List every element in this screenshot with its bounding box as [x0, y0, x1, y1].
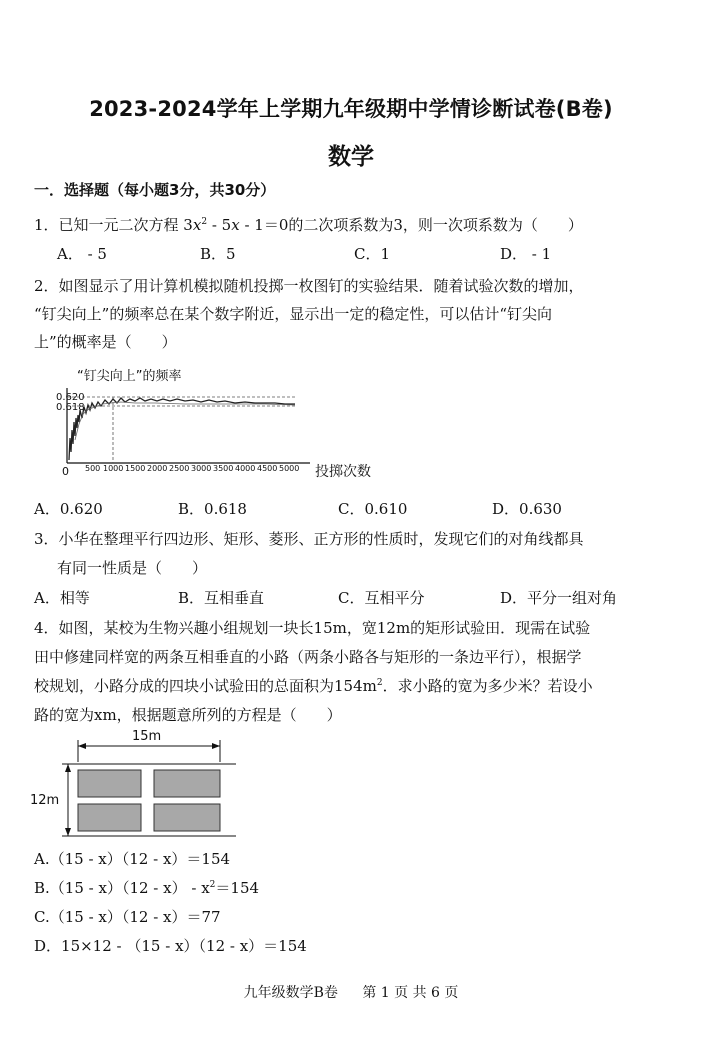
- plot-bottom-right: [154, 804, 220, 831]
- chart-xtick-4500: 4500: [257, 464, 278, 473]
- q2-stem-line-2: “钉尖向上”的频率总在某个数字附近，显示出一定的稳定性，可以估计“钉尖向: [34, 305, 553, 323]
- chart-xtick-0: 0: [62, 465, 69, 478]
- q1-option-d: D． - 1: [500, 245, 552, 263]
- q2-option-b: B．0.618: [178, 500, 247, 518]
- q3-stem-line-1: 3．小华在整理平行四边形、矩形、菱形、正方形的性质时，发现它们的对角线都具: [34, 530, 584, 548]
- q3-option-d: D．平分一组对角: [500, 589, 618, 607]
- chart-xtick-5000: 5000: [279, 464, 300, 473]
- field-diagram: [28, 726, 243, 842]
- q2-option-d: D．0.630: [492, 500, 562, 518]
- q1-stem: 1．已知一元二次方程 $3x^2 - 5x - 1=0$的二次项系数为3，则一次项系数为（ ）: [34, 216, 583, 234]
- q2-option-a: A．0.620: [34, 500, 103, 518]
- q3-option-c: C．互相平分: [338, 589, 425, 607]
- chart-xtick-3500: 3500: [213, 464, 234, 473]
- q2-stem-line-3: 上”的概率是（ ）: [34, 333, 177, 351]
- plot-bottom-left: [78, 804, 141, 831]
- footer-page-number: 第 1 页 共 6 页: [362, 985, 459, 1001]
- footer-exam-name: 九年级数学B卷: [243, 985, 338, 1001]
- chart-ylabel: “钉尖向上”的频率: [77, 369, 182, 384]
- q3-option-a: A．相等: [34, 589, 90, 607]
- chart-xtick-500: 500: [85, 464, 101, 473]
- q1-option-b: B．5: [200, 245, 236, 263]
- q4-stem-line-3: 校规划，小路分成的四块小试验田的总面积为$154m^2$．求小路的宽为多少米？若设小: [34, 677, 593, 695]
- chart-ytick-0620: 0.620: [56, 392, 85, 403]
- q1-option-c: C．1: [354, 245, 391, 263]
- plot-top-left: [78, 770, 141, 797]
- exam-title: 2023-2024学年上学期九年级期中学情诊断试卷(B卷): [89, 97, 613, 121]
- chart-xtick-2000: 2000: [147, 464, 168, 473]
- chart-xtick-4000: 4000: [235, 464, 256, 473]
- q2-stem-line-1: 2．如图显示了用计算机模拟随机投掷一枚图钉的实验结果．随着试验次数的增加，: [34, 277, 584, 295]
- subject-title: 数学: [328, 144, 374, 170]
- chart-xtick-3000: 3000: [191, 464, 212, 473]
- q4-stem-line-2: 田中修建同样宽的两条互相垂直的小路（两条小路各与矩形的一条边平行），根据学: [34, 648, 582, 666]
- q4-option-c: C.（15 - x）（12 - x）＝77: [34, 908, 221, 926]
- chart-xtick-1500: 1500: [125, 464, 146, 473]
- diagram-width-label: 15m: [132, 729, 162, 744]
- q1-option-a: A． - 5: [57, 245, 107, 263]
- diagram-height-label: 12m: [30, 793, 60, 808]
- chart-xtick-1000: 1000: [103, 464, 124, 473]
- q3-option-b: B．互相垂直: [178, 589, 265, 607]
- q4-stem-line-1: 4．如图，某校为生物兴趣小组规划一块长15m，宽12m的矩形试验田．现需在试验: [34, 619, 591, 637]
- chart-frequency-curve: [69, 398, 295, 460]
- section-heading: 一．选择题（每小题3分，共30分）: [34, 181, 276, 199]
- page-footer: [0, 982, 702, 1002]
- q4-option-b: $B.(15 - x)(12 - x) - x^2=154$: [34, 879, 260, 897]
- q4-stem-line-4: 路的宽为xm，根据题意所列的方程是（ ）: [34, 706, 342, 724]
- chart-xtick-2500: 2500: [169, 464, 190, 473]
- chart-xlabel: 投掷次数: [315, 464, 371, 480]
- q4-option-a: A.（15 - x）（12 - x）＝154: [34, 850, 231, 868]
- plot-top-right: [154, 770, 220, 797]
- chart-frequency-curve-shadow: [75, 402, 295, 440]
- q2-option-c: C．0.610: [338, 500, 408, 518]
- q3-stem-line-2: 有同一性质是（ ）: [57, 559, 208, 577]
- chart-ytick-0618: 0.618: [56, 402, 85, 413]
- q4-option-d: D．15×12 - （15 - x）（12 - x）＝154: [34, 937, 307, 955]
- frequency-chart: [55, 360, 390, 485]
